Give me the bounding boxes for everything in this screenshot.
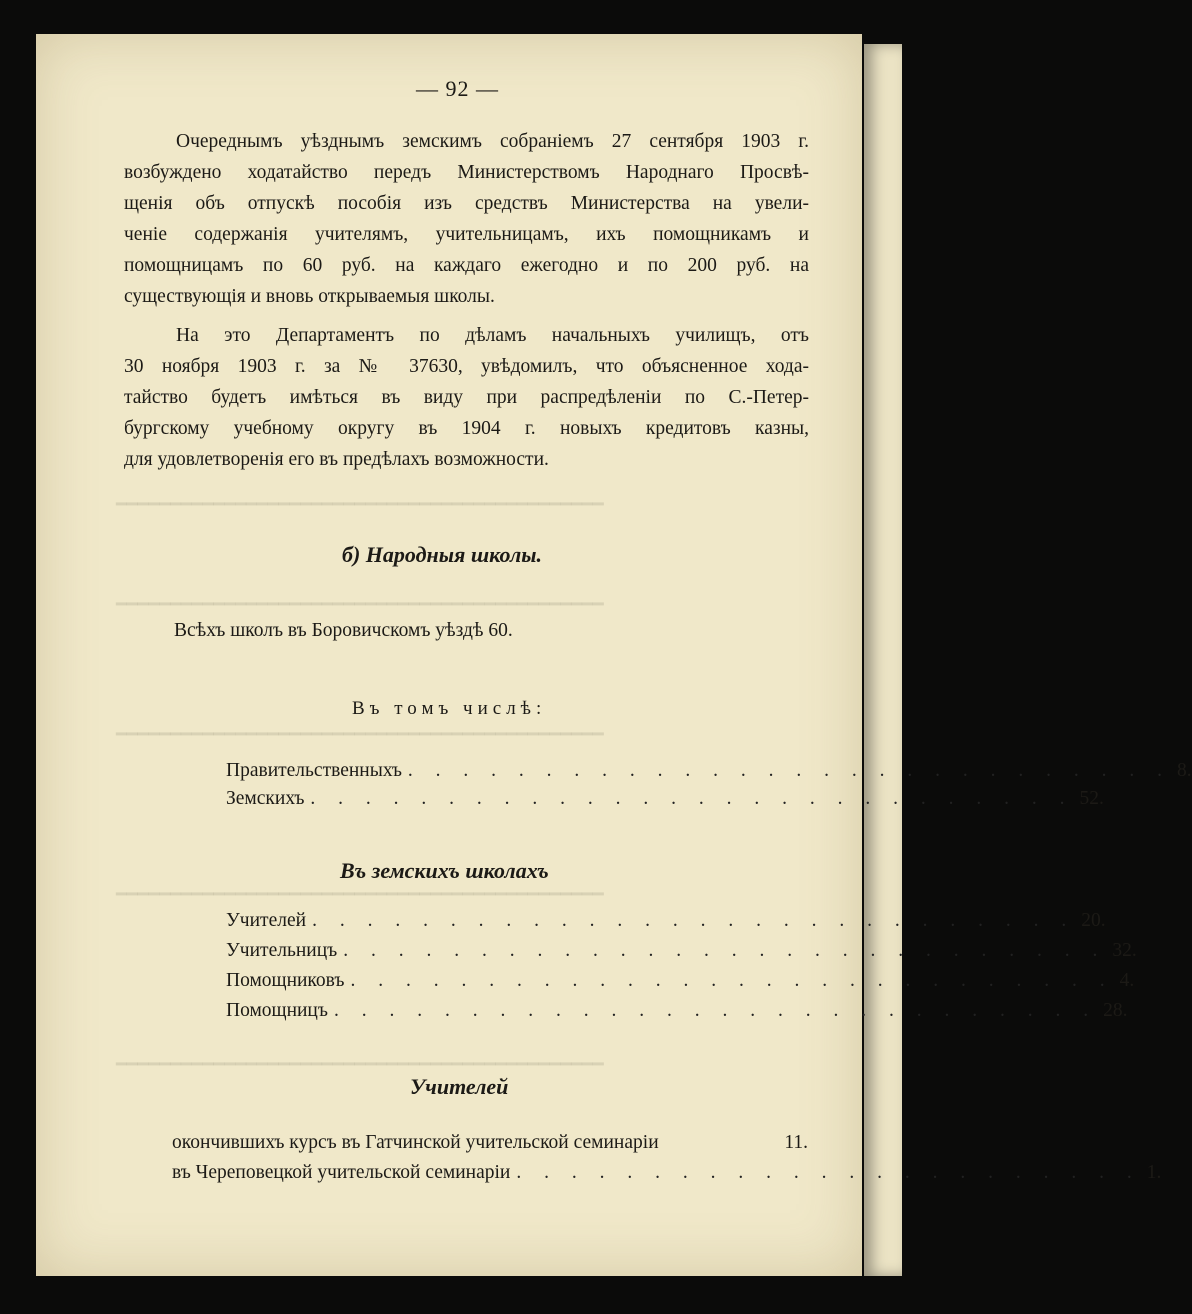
leader-dots: . . . . . . . . . . . . . . . . . . . . . . . . . . . . [350,970,1114,991]
bleed-through-texture: ━━━━━━━━━━━━━━━━━━━━━━━━━━━━━━━━━━━━━━━━━━━━━ [116,494,604,514]
item-value: 4. [1119,970,1135,991]
bleed-through-texture: ━━━━━━━━━━━━━━━━━━━━━━━━━━━━━━━━━━━━━━━━━━━━━ [116,884,604,904]
bleed-through-texture: ━━━━━━━━━━━━━━━━━━━━━━━━━━━━━━━━━━━━━━━━━━━━━ [116,724,604,744]
item-value: 32. [1112,940,1137,961]
text-line: щенія объ отпускѣ пособія изъ средствъ Министерства на увели- [124,193,809,214]
bleed-through-texture: ━━━━━━━━━━━━━━━━━━━━━━━━━━━━━━━━━━━━━━━━━━━━━ [116,1054,604,1074]
list-item [226,1000,1128,1022]
text-line: ченіе содержанія учителямъ, учительницамъ, ихъ помощникамъ и [124,224,809,245]
item-label: въ Череповецкой учительской семинаріи [172,1162,511,1183]
section-heading-zemstvo-schools: Въ земскихъ школахъ [340,858,549,883]
item-value: 20. [1081,910,1106,931]
paragraph-petition [124,126,809,312]
page-number: — 92 — [416,76,499,101]
list-item [226,788,1104,810]
item-label: Учительницъ [226,940,338,961]
section-heading-public-schools: б) Народныя школы. [342,542,542,567]
leader-dots: . . . . . . . . . . . . . . . . . . . . . . . . . . . . [407,760,1172,781]
text-line: существующія и вновь открываемыя школы. [124,286,495,307]
item-value: 11. [784,1132,808,1153]
item-value: 1. [1146,1162,1162,1183]
text-line: 30 ноября 1903 г. за № 37630, увѣдомилъ, что объясненное хода- [124,356,809,377]
total-schools-line: Всѣхъ школъ въ Боровичскомъ уѣздѣ 60. [174,620,513,641]
leader-dots: . . . . . . . . . . . . . . . . . . . . . . . [516,1162,1141,1183]
leader-dots: . . . . . . . . . . . . . . . . . . . . . . . . . . . . [310,788,1074,809]
text-line: для удовлетворенія его въ предѣлахъ возможности. [124,449,549,470]
bleed-through-texture: ━━━━━━━━━━━━━━━━━━━━━━━━━━━━━━━━━━━━━━━━━━━━━ [116,594,604,614]
item-label: Земскихъ [226,788,305,809]
list-item [172,1162,1162,1184]
adjacent-page-edge [864,44,902,1276]
item-value: 52. [1079,788,1104,809]
item-value: 8. [1177,760,1192,781]
leader-dots: . . . . . . . . . . . . . . . . . . . . . . . . . . . . [343,940,1107,961]
item-label: Помощницъ [226,1000,328,1021]
text-line: возбуждено ходатайство передъ Министерствомъ Народнаго Просвѣ- [124,162,809,183]
item-label: окончившихъ курсъ въ Гатчинской учительской семинаріи [172,1132,659,1153]
text-line: Очереднымъ уѣзднымъ земскимъ собраніемъ 27 сентября 1903 г. [176,131,809,152]
list-item [172,1132,808,1154]
paragraph-department-reply [124,320,809,475]
text-line: помощницамъ по 60 руб. на каждаго ежегодно и по 200 руб. на [124,255,809,276]
text-line: На это Департаментъ по дѣламъ начальныхъ училищъ, отъ [176,325,809,346]
list-item [226,940,1137,962]
list-item [226,970,1135,992]
item-value: 28. [1103,1000,1128,1021]
list-item [226,760,1192,782]
item-label: Помощниковъ [226,970,345,991]
leader-dots: . . . . . . . . . . . . . . . . . . . . . . . . . . . . [333,1000,1098,1021]
section-heading-teachers: Учителей [410,1074,509,1099]
item-label: Правительственныхъ [226,760,402,781]
item-label: Учителей [226,910,307,931]
list-item [226,910,1106,932]
text-line: тайство будетъ имѣться въ виду при распредѣленіи по С.-Петер- [124,387,809,408]
of-which-label: Въ томъ числѣ: [352,698,547,719]
leader-dots: . . . . . . . . . . . . . . . . . . . . . . . . . . . . [312,910,1076,931]
text-line: бургскому учебному округу въ 1904 г. новыхъ кредитовъ казны, [124,418,809,439]
